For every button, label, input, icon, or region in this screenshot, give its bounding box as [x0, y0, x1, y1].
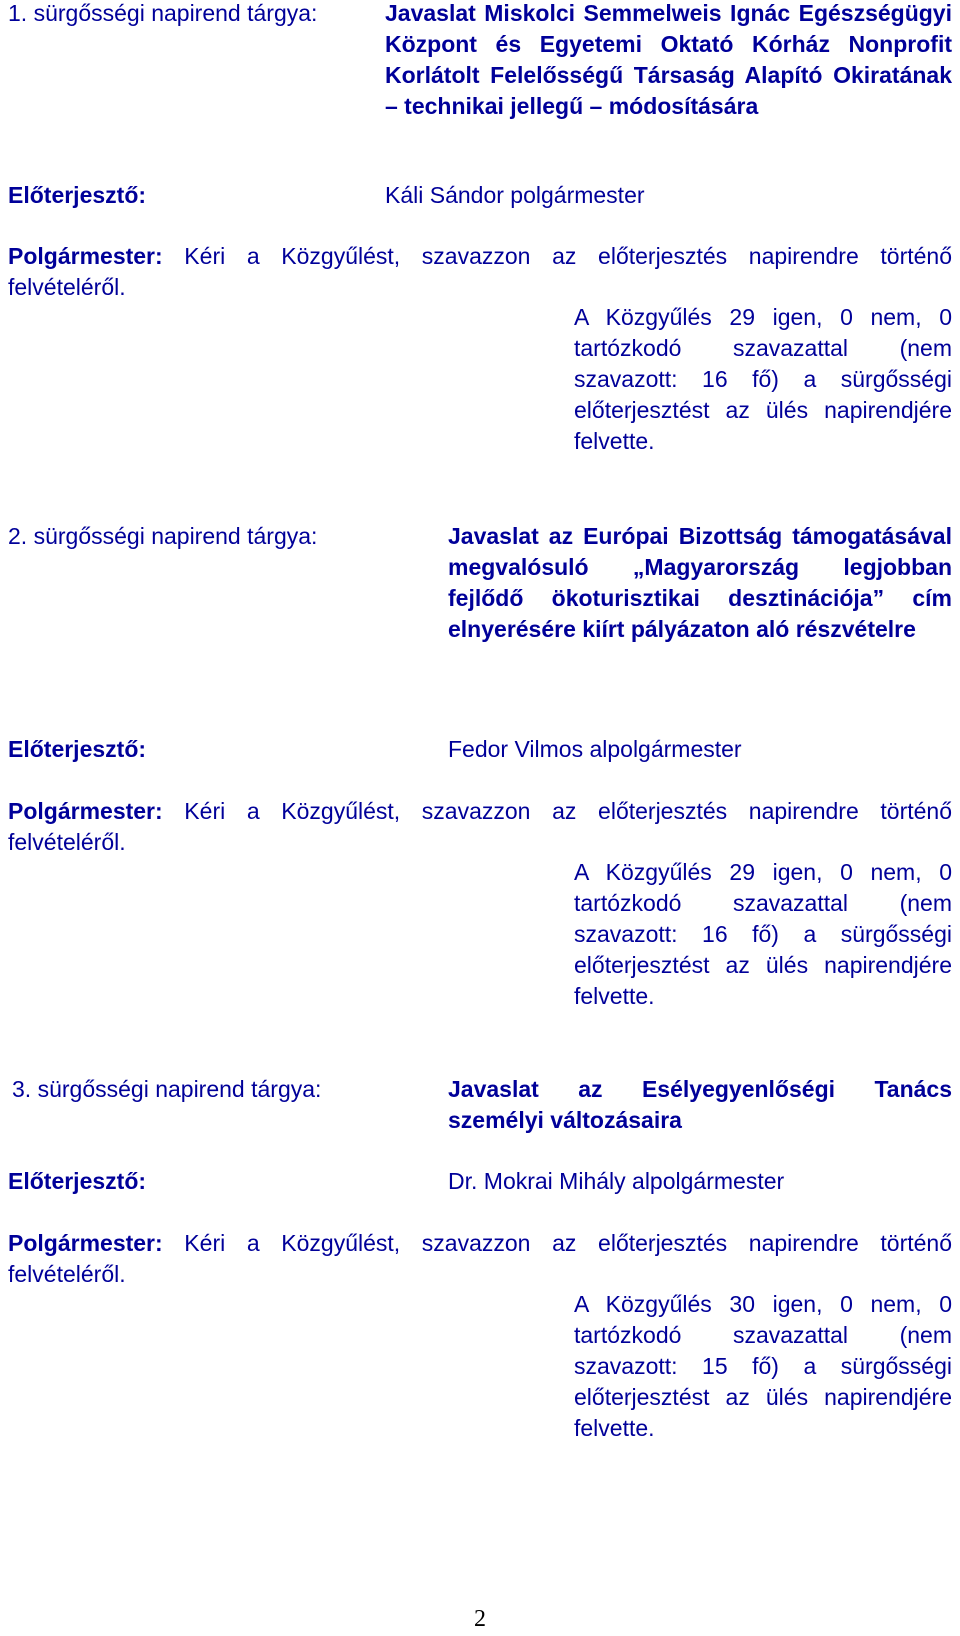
agenda-item-3-subject: Javaslat az Esélyegyenlőségi Tanács személyi változásaira: [448, 1076, 952, 1133]
agenda-item-1-presenter-label: Előterjesztő:: [8, 182, 147, 208]
agenda-item-3-mayor-text: Kéri a Közgyűlést, szavazzon az előterjesztés napirendre történő felvételéről.: [8, 1230, 952, 1287]
agenda-item-1-mayor-paragraph: [8, 241, 952, 303]
agenda-item-2-mayor-label: Polgármester:: [8, 798, 163, 824]
agenda-item-1-mayor-label: Polgármester:: [8, 243, 163, 269]
agenda-item-2-presenter-label: Előterjesztő:: [8, 736, 147, 762]
agenda-item-2-mayor-paragraph: [8, 796, 952, 858]
agenda-item-2-mayor-text: Kéri a Közgyűlést, szavazzon az előterjesztés napirendre történő felvételéről.: [8, 798, 952, 855]
page-number: 2: [474, 1606, 486, 1632]
agenda-item-3-presenter: Dr. Mokrai Mihály alpolgármester: [448, 1168, 785, 1194]
agenda-item-2-presenter: Fedor Vilmos alpolgármester: [448, 736, 742, 762]
agenda-item-1-subject: Javaslat Miskolci Semmelweis Ignác Egészségügyi Központ és Egyetemi Oktató Kórház Nonprofit Korlátolt Felelősségű Társaság Alapító Okiratának – technikai jellegű – módosítására: [385, 0, 952, 119]
agenda-item-1-vote-result: A Közgyűlés 29 igen, 0 nem, 0 tartózkodó szavazattal (nem szavazott: 16 fő) a sürgősségi előterjesztést az ülés napirendjére felvette.: [574, 304, 952, 454]
agenda-item-3-vote-result: A Közgyűlés 30 igen, 0 nem, 0 tartózkodó szavazattal (nem szavazott: 15 fő) a sürgősségi előterjesztést az ülés napirendjére felvette.: [574, 1291, 952, 1441]
agenda-item-2-subject: Javaslat az Európai Bizottság támogatásával megvalósuló „Magyarország legjobban fejlődő ökoturisztikai desztinációja” cím elnyerésére kiírt pályázaton aló részvételre: [448, 523, 952, 642]
agenda-item-3-presenter-label: Előterjesztő:: [8, 1168, 147, 1194]
agenda-item-1-mayor-text: Kéri a Közgyűlést, szavazzon az előterjesztés napirendre történő felvételéről.: [8, 243, 952, 300]
agenda-item-1-presenter: Káli Sándor polgármester: [385, 182, 645, 208]
agenda-item-2-heading-label: 2. sürgősségi napirend tárgya:: [8, 523, 318, 549]
agenda-item-3-mayor-paragraph: [8, 1228, 952, 1290]
agenda-item-2-vote-result: A Közgyűlés 29 igen, 0 nem, 0 tartózkodó szavazattal (nem szavazott: 16 fő) a sürgősségi előterjesztést az ülés napirendjére felvette.: [574, 859, 952, 1009]
agenda-item-3-heading-label: 3. sürgősségi napirend tárgya:: [12, 1076, 322, 1102]
agenda-item-3-mayor-label: Polgármester:: [8, 1230, 163, 1256]
agenda-item-1-heading-label: 1. sürgősségi napirend tárgya:: [8, 0, 318, 26]
